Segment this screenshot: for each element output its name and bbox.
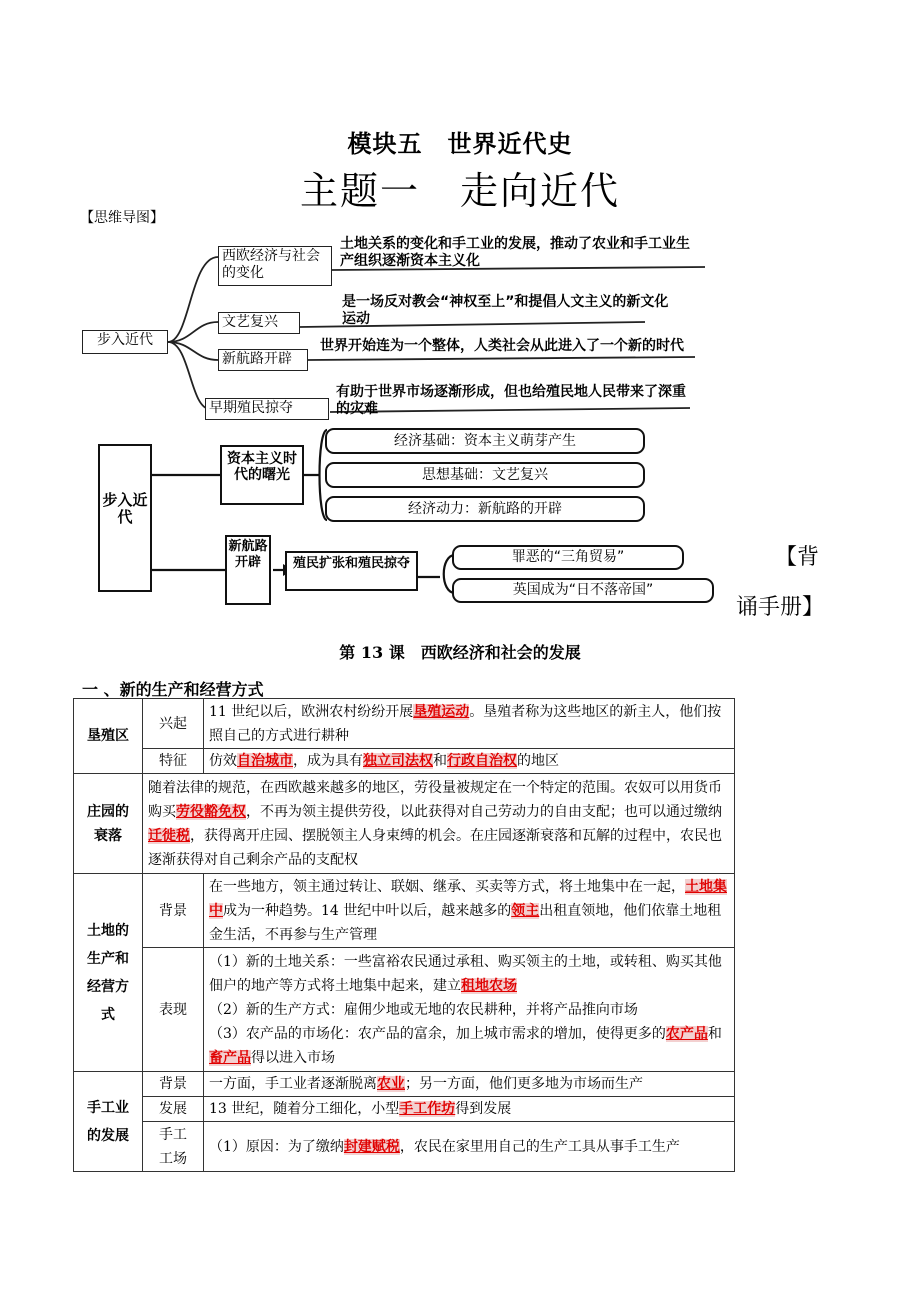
row-content: 一方面，手工业者逐渐脱离农业；另一方面，他们更多地为市场而生产 (204, 1072, 735, 1097)
row-category: 手工业 的发展 (74, 1072, 143, 1172)
keyword: 手工作坊 (399, 1101, 456, 1117)
mind-map-2-root: 步入近代 (98, 444, 152, 592)
mind-map-2-item-economic-base: 经济基础：资本主义萌芽产生 (325, 428, 645, 454)
table-row (74, 774, 735, 874)
mind-map-1-root: 步入近代 (82, 330, 168, 354)
table-row (74, 1122, 735, 1172)
side-label-line2: 诵手册】 (736, 595, 825, 620)
topic-title: 主题一 走向近代 (299, 169, 620, 213)
keyword: 租地农场 (461, 977, 517, 994)
row-subcategory: 特征 (143, 749, 204, 774)
mind-map-2-item-ideological-base: 思想基础：文艺复兴 (325, 462, 645, 488)
content-table (73, 698, 735, 1172)
row-content: 仿效自治城市，成为具有独立司法权和行政自治权的地区 (204, 749, 735, 774)
keyword: 农产品 (665, 1025, 708, 1042)
mind-map-1-text-renaissance: 是一场反对教会“神权至上”和提倡人文主义的新文化运动 (342, 294, 669, 327)
module-title: 模块五 世界近代史 (347, 130, 573, 158)
row-subcategory: 背景 (143, 1072, 204, 1097)
mind-map-1-branch-renaissance: 文艺复兴 (218, 312, 300, 334)
keyword: 畜产品 (209, 1049, 251, 1066)
table-row (74, 699, 735, 749)
table-row (74, 948, 735, 1072)
row-content: 随着法律的规范，在西欧越来越多的地区，劳役量被规定在一个特定的范围。农奴可以用货币购买劳役豁免权，不再为领主提供劳役，以此获得对自己劳动力的自由支配；也可以通过缴纳迁徙税，获得离开庄园、摆脱领主人身束缚的机会。在庄园逐渐衰落和瓦解的过程中，农民也逐渐获得对自己剩余产品的支配权 (143, 774, 735, 874)
keyword: 自治城市 (237, 753, 293, 769)
row-category: 土地的 生产和 经营方 式 (74, 874, 143, 1072)
row-category: 庄园的 衰落 (74, 774, 143, 874)
row-content: 11 世纪以后，欧洲农村纷纷开展垦殖运动。垦殖者称为这些地区的新主人，他们按照自己的方式进行耕种 (204, 699, 735, 749)
mind-map-1-text-economy: 土地关系的变化和手工业的发展，推动了农业和手工业生产组织逐渐资本主义化 (340, 236, 690, 269)
row-subcategory: 手工 工场 (143, 1122, 204, 1172)
keyword: 行政自治权 (447, 753, 517, 769)
mind-map-1-branch-new-route: 新航路开辟 (218, 349, 308, 371)
mind-map-2-item-sun-never-sets: 英国成为“日不落帝国” (452, 578, 714, 603)
section-title: 一 、新的生产和经营方式 (82, 680, 264, 699)
keyword: 封建赋税 (343, 1138, 400, 1155)
keyword: 土地集中 (209, 878, 727, 919)
row-subcategory: 发展 (143, 1097, 204, 1122)
row-subcategory: 兴起 (143, 699, 204, 749)
mind-map-1-text-colonial: 有助于世界市场逐渐形成，但也给殖民地人民带来了深重的灾难 (336, 384, 686, 417)
row-subcategory: 背景 (143, 874, 204, 948)
row-subcategory: 表现 (143, 948, 204, 1072)
keyword: 独立司法权 (363, 753, 433, 769)
row-content: （1）新的土地关系：一些富裕农民通过承租、购买领主的土地，或转租、购买其他佃户的地产等方式将土地集中起来，建立租地农场 （2）新的生产方式：雇佣少地或无地的农民耕种，并将产品推向市场 （3）农产品的市场化：农产品的富余，加上城市需求的增加，使得更多的农产品和畜产品得以进入市场 (204, 948, 735, 1072)
lesson-title: 第 13 课 西欧经济和社会的发展 (339, 643, 581, 662)
keyword: 垦殖运动 (413, 703, 470, 720)
mind-map-1-branch-colonial: 早期殖民掠夺 (205, 398, 329, 420)
mind-map-tag: 【思维导图】 (80, 210, 164, 226)
mind-map-2-item-economic-driver: 经济动力：新航路的开辟 (325, 496, 645, 522)
keyword: 领主 (511, 902, 540, 919)
row-content: 在一些地方，领主通过转让、联姻、继承、买卖等方式，将土地集中在一起，土地集中成为一种趋势。14 世纪中叶以后，越来越多的领主出租直领地，他们依靠土地租金生活，不再参与生产管理 (204, 874, 735, 948)
row-category: 垦殖区 (74, 699, 143, 774)
row-content: （1）原因：为了缴纳封建赋税，农民在家里用自己的生产工具从事手工生产 (204, 1122, 735, 1172)
table-row (74, 749, 735, 774)
row-content: 13 世纪，随着分工细化，小型手工作坊得到发展 (204, 1097, 735, 1122)
table-row (74, 1072, 735, 1097)
keyword: 劳役豁免权 (176, 803, 246, 820)
mind-map-1-text-new-route: 世界开始连为一个整体，人类社会从此进入了一个新的时代 (320, 338, 684, 354)
keyword: 农业 (377, 1076, 405, 1092)
table-row (74, 1097, 735, 1122)
mind-map-1-branch-economy: 西欧经济与社会的变化 (218, 246, 332, 286)
mind-map-2-route: 新航路开辟 (225, 535, 271, 605)
keyword: 迁徙税 (148, 827, 190, 844)
mind-map-2-item-triangle-trade: 罪恶的“三角贸易” (452, 545, 684, 570)
side-label-line1: 【背 (775, 545, 820, 570)
table-row (74, 874, 735, 948)
mind-map-2-dawn: 资本主义时代的曙光 (220, 445, 304, 505)
mind-map-2-colonial: 殖民扩张和殖民掠夺 (285, 551, 418, 591)
